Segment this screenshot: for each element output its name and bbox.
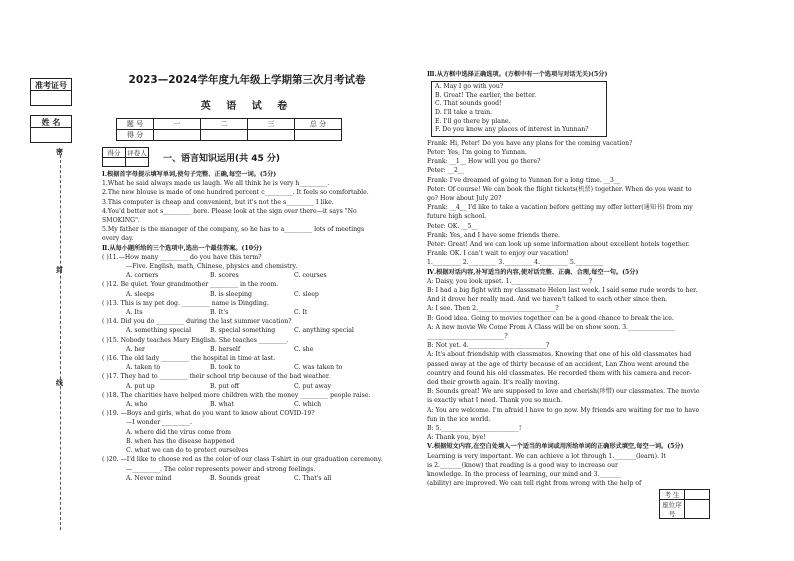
mcq-question: ( )14. Did you do _________ during the last summer vacation? [102,318,292,326]
dialog-line: go? How about July 20? [427,194,502,202]
dialog-line: ded their growth again. It's really moving. [427,379,560,387]
grader-label: 评卷人 [127,149,147,157]
right-column [427,70,727,488]
section1-heading: 一、语言知识运用(共 45 分) [163,153,281,164]
mcq-question-cont: —Five. English, math, Chinese, physics and chemistry. [126,263,298,271]
mcq-options [102,474,392,483]
question-line: every day. [102,235,134,243]
seat-label: 座位序号 [660,500,685,519]
question-line: SMOKING". [102,217,140,225]
dialog-line: B: 5._________________________! [427,425,522,433]
option-line: A. May I go with you? [435,83,504,91]
exam-number-label: 准考证号 [30,78,72,92]
mcq-option: B. put off [210,382,240,390]
dialog-line: fun in the ice world. [427,415,491,423]
question-line: 5.My father is the manager of the company, so he has to a_________ lots of meetings [102,226,365,234]
dialog-line: _________________________? [427,333,508,341]
dialog-line: A: You are welcome. I'm afraid I have to go now. My friends are waiting for me to have [427,406,700,414]
part5-passage [427,452,727,489]
question-line: 1.What he said always made us laugh. We all think he is very h_________. [102,180,330,188]
mcq-options [102,363,392,372]
left-column [102,72,392,483]
mcq-question: ( )13. This is my pet dog. _________ name is Dingding. [102,299,269,307]
mcq-option: C. That's all [294,474,332,482]
option-line: F. Do you know any places of interest in Yunnan? [435,126,589,134]
student-cell[interactable] [685,490,710,500]
dialog-line: Frank: Hi, Peter! Do you have any plans for the coming vacation? [427,139,633,147]
dialog-line: B: Good idea. Going to movies together can be a good chance to break the ice. [427,314,674,322]
mcq-option: C. put away [294,382,332,390]
dialog-line: B: Not yet. 4._________________________? [427,342,550,350]
exam-number-field[interactable] [30,90,72,106]
grader-table [102,147,149,167]
score-cell[interactable] [248,130,295,141]
mcq-question: ( )20. —I'd like to choose red as the color of our class T-shirt in our graduation ceremony. [102,456,383,464]
mcq-question: ( )15. Nobody teaches Mary English. She teaches _________. [102,336,289,344]
mcq-option: A. corners [126,272,159,280]
mcq-option: B. took to [210,364,241,372]
mcq-option: C. which [294,401,322,409]
grader-cell[interactable] [126,158,149,167]
mcq-option: A. Its [126,309,143,317]
seal-mark: 封 [56,265,63,274]
option-line: E. I'll go there by plane. [435,117,511,125]
mcq-options [102,308,392,317]
dialog-line: B: I had a big fight with my classmate Helen last week. I said some rude words to her. [427,287,698,295]
mcq-options [102,290,392,299]
exam-title: 2023—2024学年度九年级上学期第三次月考试卷 [128,74,366,86]
part4-dialog [427,277,727,443]
dialog-line: Peter: Great! And we can look up some information about excellent hotels together. [427,241,690,248]
dialog-line: A: A new movie We Come From A Class will be on show soon. 3._______________ [427,323,675,331]
exam-subtitle: 英 语 试 卷 [200,101,294,112]
mcq-options [102,382,392,391]
mcq-option: B. special something [210,327,276,335]
score-cell[interactable] [154,130,201,141]
score-header: 二 [201,119,248,130]
score-row-label: 得 分 [117,130,154,141]
part1-title: Ⅰ.根据首字母提示填写单词,使句子完整、正确,每空一词。(5分) [102,171,277,178]
mcq-option: A. something special [126,327,192,335]
dialog-line: Frank: __1__ How will you go there? [427,158,541,166]
mcq-option: A. put up [126,382,155,390]
mcq-option: B. It's [210,309,229,317]
mcq-list [102,253,392,483]
section1-header [102,147,392,167]
mcq-option: C. courses [294,272,327,280]
mcq-question: ( )11.—How many _________ do you have this term? [102,253,262,261]
part3-title: Ⅲ.从方框中选择正确选项。(方框中有一个选项与对话无关)(5分) [427,71,608,78]
student-label: 考 生 [660,490,685,500]
mcq-option: B. herself [210,345,241,353]
mcq-question: ( )12. Be quiet. Your grandmother _________ in the room. [102,281,279,289]
dialog-line: A: Thank you, bye! [427,434,486,442]
dialog-line: future high school. [427,213,487,221]
passage-line: knowledge. In the process of learning, our mind and 3._______ [427,471,622,479]
mcq-options [102,271,392,280]
mcq-option: C. sleep [294,290,319,298]
mcq-option: C. she [294,345,314,353]
question-line: 4.You'd better not s_________ here. Please look at the sign over there—it says "No [102,207,357,215]
seal-mark: 线 [56,378,63,387]
mcq-option: B. Sounds great [210,474,261,482]
name-label: 姓 名 [30,115,72,129]
dialog-line: Peter: Yes, I'm going to Yunnan. [427,148,527,156]
student-seat-box [659,489,710,519]
seat-cell[interactable] [685,500,710,519]
option-line: C. That sounds good! [435,100,502,108]
name-field[interactable] [30,127,72,143]
mcq-option: C. It [294,309,308,317]
mcq-options [102,326,392,335]
mcq-option: B. scores [210,272,239,280]
mcq-question: ( )16. The old lady _________ the hospital in time at last. [102,355,276,363]
dialog-line: Peter: __2__ [427,167,465,175]
score-table [116,118,342,141]
mcq-option: A. Never mind [126,474,172,482]
dialog-line: is exactly what I need. Thank you so much. [427,397,563,405]
seal-line [60,150,61,530]
mcq-options [102,400,392,409]
score-header: 总 分 [295,119,342,130]
options-box [431,81,607,137]
option-line: D. I'll take a train. [435,108,493,116]
dialog-line: A: Daisy, you look upset. 1._________________________? [427,277,593,285]
mcq-question-cont: —I wonder _________. [126,419,192,427]
mcq-option: B. what [210,401,234,409]
mcq-option: A. where did the virus come from [126,428,231,436]
dialog [427,139,727,268]
mcq-option: A. her [126,345,146,353]
part2-title: Ⅱ.从每小题所给的三个选项中,选出一个最佳答案。(10分) [102,244,263,252]
passage-line: Learning is very important. We can achieve a lot through 1._______(learn). It [427,452,666,460]
mcq-option: C. what we can do to protect ourselves [126,447,249,455]
dialog-line: country and found his old classmates. He recorded them with his camera and recor- [427,369,692,377]
mcq-question: ( )19. —Boys and girls, what do you want to know about COVID-19? [102,410,315,418]
dialog-line: passed away at the age of thirty because of an accident, Lan Zhou went around the [427,360,689,368]
mcq-option: A. who [126,401,148,409]
dialog-line: And it drove her really mad. And we haven't talked to each other since then. [427,296,668,304]
score-header: 三 [248,119,295,130]
grader-score-label: 得分 [103,148,126,158]
mcq-option: B. is sleeping [210,290,252,298]
part5-title: Ⅴ.根据短文内容,在空白处填入一个适当的单词或用所给单词的正确形式填空,每空一词。(5分) [427,443,684,451]
passage-line: (ability) are improved. We can tell right from wrong with the help of [427,480,642,488]
dialog-line: Frank: Yes, and I have some friends there. [427,231,560,239]
mcq-question: ( )18. The charities have helped more children with the money _________ people raise. [102,391,371,399]
option-line: B. Great! The earlier, the better. [435,91,537,99]
passage-line: is 2._______(know) that reading is a good way to increase our [427,461,618,469]
dialog-line: Peter: Of course! We can book the flight tickets(机票) together. When do you want to [427,185,692,193]
score-cell[interactable] [201,130,248,141]
dialog-line: Frank: I've dreamed of going to Yunnan for a long time. __3__ [427,176,621,184]
dialog-line: 1._________ 2._________ 3._________ 4._________ 5._________ [427,259,604,267]
mcq-question-cont: —_________. The color represents power and strong feelings. [126,465,316,473]
mcq-option: C. anything special [294,327,354,335]
mcq-option: A. taken to [126,364,161,372]
seal-mark: 密 [56,147,63,156]
dialog-line: A: It's about friendship with classmates. Knowing that one of his old classmates had [427,351,692,359]
score-cell[interactable] [295,130,342,141]
dialog-line: Frank: __4__ I'd like to take a vacation before getting my offer letter(通知书) from my [427,204,693,212]
score-header: 题 号 [117,119,154,130]
dialog-line: Peter: OK. __5__ [427,222,478,230]
mcq-option: B. when has the disease happened [126,437,235,445]
question-line: 3.This computer is cheap and convenient, but it's not the s_________ I like. [102,198,334,206]
mcq-question: ( )17. They had to _________ their school trip because of the bad weather. [102,373,331,381]
mcq-option: A. sleeps [126,290,155,298]
dialog-line: Frank: OK. I can't wait to enjoy our vacation! [427,250,570,258]
dialog-line: A: I see. Then 2._________________________? [427,305,559,313]
mcq-option: C. was taken to [294,364,343,372]
question-line: 2.The new blouse is made of one hundred percent c_________. It feels so comfortable. [102,189,369,197]
grader-cell[interactable] [103,158,126,167]
mcq-options [102,345,392,354]
score-header: 一 [154,119,201,130]
part4-title: Ⅳ.根据对话内容,补写适当的内容,使对话完整、正确、合理,每空一句。(5分) [427,268,639,276]
dialog-line: B: Sounds great! We are supposed to love and cherish(珍惜) our classmates. The movie [427,388,700,396]
